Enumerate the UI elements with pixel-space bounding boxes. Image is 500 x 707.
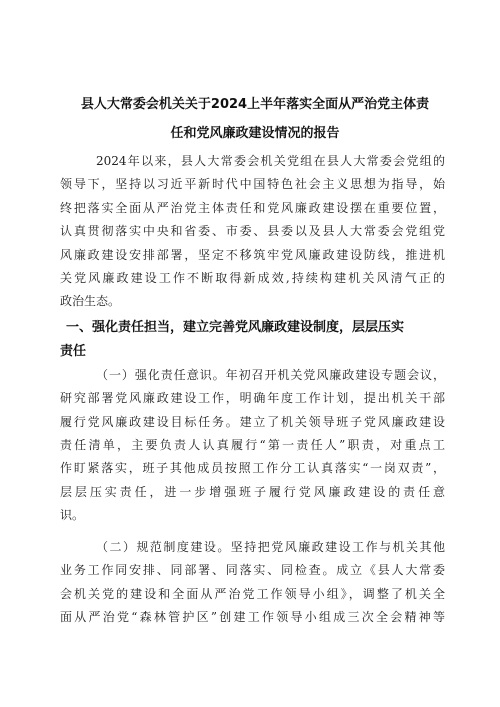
section-heading bbox=[60, 316, 445, 364]
paragraph-line: 作盯紧落实，班子其他成员按照工作分工认真落实“一岗双责”， bbox=[60, 461, 445, 476]
paragraph-line: 会机关党的建设和全面从严治党工作领导小组》，调整了机关全 bbox=[60, 586, 445, 601]
paragraph-line: 面从严治党“森林管护区”创建工作领导小组成三次全会精神等 bbox=[60, 609, 445, 624]
intro-line: 政治生态。 bbox=[60, 294, 121, 309]
document-body bbox=[60, 150, 445, 629]
intro-line: 2024年以来，县人大常委会机关党组在县人大常委会党组的 bbox=[96, 154, 445, 168]
paragraph-institution bbox=[60, 536, 445, 630]
title-line-1: 县人大常委会机关关于2024上半年落实全面从严治党主体责 bbox=[80, 97, 430, 112]
paragraph-line: 责任清单，主要负责人认真履行“第一责任人”职责，对重点工 bbox=[60, 438, 445, 453]
section-heading-line: 责任 bbox=[60, 343, 87, 359]
section-heading-line: 一、强化责任担当，建立完善党风廉政建设制度，层层压实 bbox=[66, 319, 405, 335]
intro-paragraph bbox=[60, 150, 445, 314]
paragraph-line: 层层压实责任，进一步增强班子履行党风廉政建设的责任意 bbox=[60, 484, 445, 499]
intro-line: 关党风廉政建设工作不断取得新成效,持续构建机关风清气正的 bbox=[60, 271, 445, 286]
paragraph-line: （二）规范制度建设。坚持把党风廉政建设工作与机关其他 bbox=[96, 539, 445, 554]
paragraph-line: 识。 bbox=[60, 508, 85, 523]
intro-line: 风廉政建设安排部署，坚定不移筑牢党风廉政建设防线，推进机 bbox=[60, 247, 445, 262]
paragraph-line: 研究部署党风廉政建设工作，明确年度工作计划，提出机关干部 bbox=[60, 391, 445, 406]
paragraph-line: 履行党风廉政建设目标任务。建立了机关领导班子党风廉政建设 bbox=[60, 414, 445, 429]
intro-line: 领导下，坚持以习近平新时代中国特色社会主义思想为指导，始 bbox=[60, 177, 445, 192]
document-title bbox=[60, 90, 450, 148]
paragraph-line: （一）强化责任意识。年初召开机关党风廉政建设专题会议， bbox=[96, 367, 445, 382]
paragraph-line: 业务工作同安排、同部署、同落实、同检查。成立《县人大常委 bbox=[60, 563, 445, 578]
intro-line: 终把落实全面从严治党主体责任和党风廉政建设摆在重要位置， bbox=[60, 200, 445, 215]
paragraph-gap bbox=[60, 528, 445, 536]
paragraph-responsibility bbox=[60, 364, 445, 528]
intro-line: 认真贯彻落实中央和省委、市委、县委以及县人大常委会党组党 bbox=[60, 224, 445, 239]
title-line-2: 任和党风廉政建设情况的报告 bbox=[170, 126, 340, 141]
